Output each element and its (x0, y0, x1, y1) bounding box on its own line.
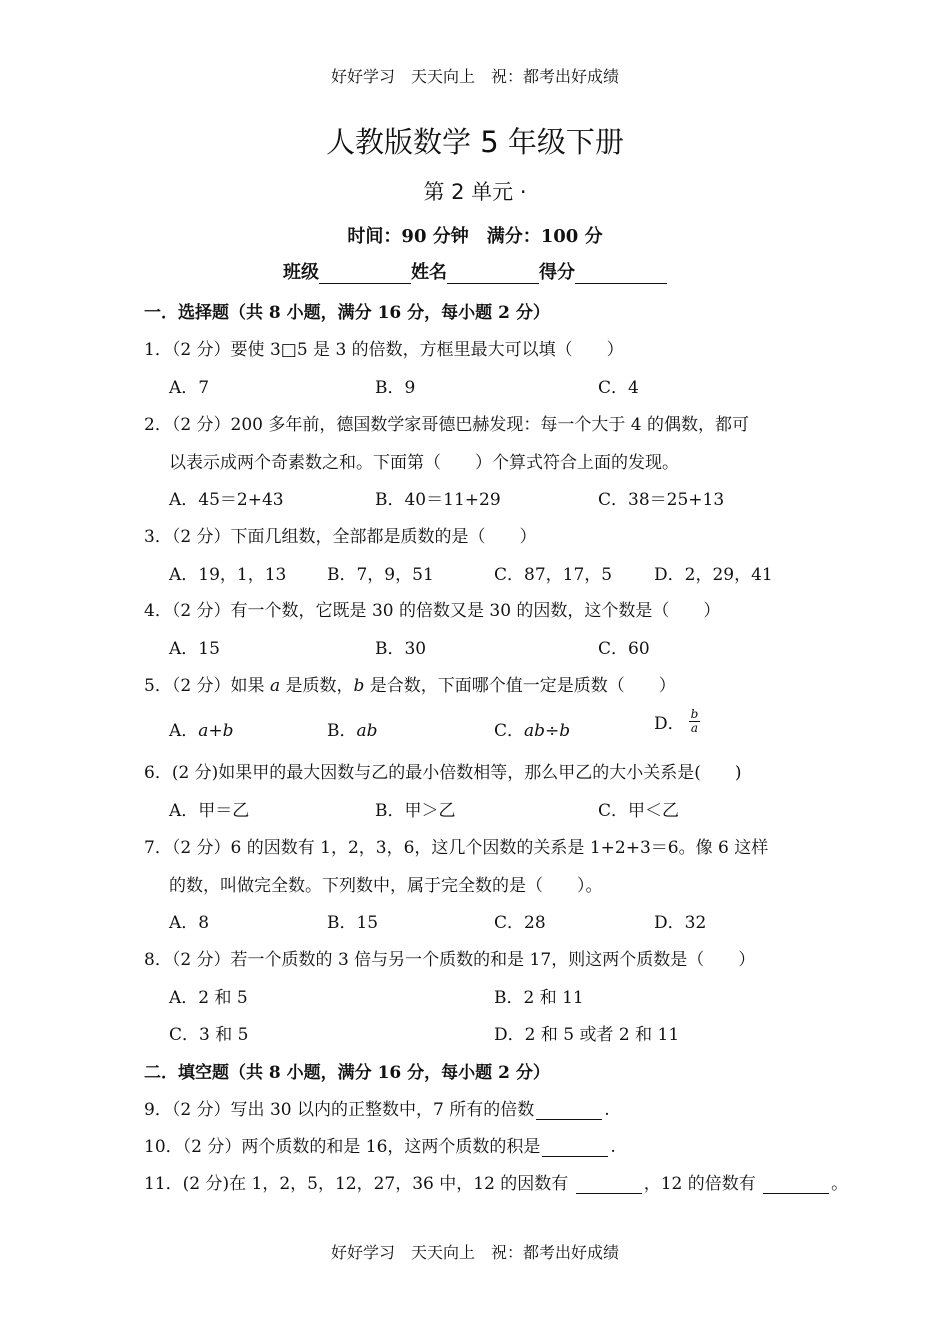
header-motto: 好好学习 天天向上 祝：都考出好成绩 (330, 67, 619, 86)
question-8-option-b: B．2 和 11 (494, 988, 584, 1008)
name-blank[interactable] (447, 263, 539, 284)
question-10-answer-blank[interactable] (542, 1138, 608, 1157)
question-3-option-a: A．19，1，13 (169, 565, 287, 585)
class-label: 班级 (283, 262, 319, 283)
question-7-option-d: D．32 (654, 913, 707, 933)
question-4-option-a: A．15 (169, 639, 220, 659)
question-2-stem-line1: 2．（2 分）200 多年前，德国数学家哥德巴赫发现：每一个大于 4 的偶数，都可 (144, 415, 750, 435)
question-2-option-c: C．38＝25+13 (598, 490, 725, 510)
question-4-stem: 4．（2 分）有一个数，它既是 30 的倍数又是 30 的因数，这个数是（ ） (144, 601, 721, 621)
question-3-option-d: D．2，29，41 (654, 565, 773, 585)
question-11: 11．(2 分)在 1，2，5，12，27，36 中，12 的因数有 ，12 的倍数有 。 (144, 1174, 849, 1194)
question-3-option-c: C．87，17，5 (494, 565, 613, 585)
score-blank[interactable] (575, 263, 667, 284)
page-title: 人教版数学 5 年级下册 (326, 125, 624, 159)
question-7-stem-line2: 的数，叫做完全数。下列数中，属于完全数的是（ ）。 (169, 876, 603, 896)
question-1-option-b: B．9 (375, 378, 416, 398)
question-1-stem: 1．（2 分）要使 3□5 是 3 的倍数，方框里最大可以填（ ） (144, 340, 624, 360)
question-5-option-c: C．ab÷b (494, 721, 571, 741)
question-4-option-c: C．60 (598, 639, 650, 659)
question-9-answer-blank[interactable] (536, 1101, 602, 1120)
score-label: 得分 (539, 262, 575, 283)
question-7-option-a: A．8 (169, 913, 210, 933)
question-11-answer-blank-1[interactable] (576, 1175, 642, 1194)
question-1-option-c: C．4 (598, 378, 639, 398)
question-2-option-b: B．40＝11+29 (375, 490, 501, 510)
question-9: 9．（2 分）写出 30 以内的正整数中，7 所有的倍数 . (144, 1100, 610, 1120)
question-5-option-b: B．ab (327, 721, 378, 741)
footer-motto: 好好学习 天天向上 祝：都考出好成绩 (330, 1243, 619, 1262)
class-blank[interactable] (319, 263, 411, 284)
question-2-stem-line2: 以表示成两个奇素数之和。下面第（ ）个算式符合上面的发现。 (169, 453, 679, 473)
question-5-option-d: D． $\frac{b}{a}$ (654, 707, 699, 735)
question-3-option-b: B．7，9，51 (327, 565, 434, 585)
time-score-line: 时间：90 分钟 满分：100 分 (347, 226, 603, 247)
question-5-stem: 5．（2 分）如果 a 是质数，b 是合数，下面哪个值一定是质数（ ） (144, 676, 676, 696)
section-heading-choice: 一．选择题（共 8 小题，满分 16 分，每小题 2 分） (144, 303, 550, 323)
question-6-option-b: B．甲＞乙 (375, 801, 456, 821)
question-8-option-d: D．2 和 5 或者 2 和 11 (494, 1025, 680, 1045)
question-6-stem: 6．(2 分)如果甲的最大因数与乙的最小倍数相等，那么甲乙的大小关系是( ) (144, 763, 742, 783)
question-6-option-c: C．甲＜乙 (598, 801, 680, 821)
question-8-option-a: A．2 和 5 (169, 988, 248, 1008)
question-1-option-a: A．7 (169, 378, 210, 398)
student-info-line (0, 258, 950, 284)
question-8-option-c: C．3 和 5 (169, 1025, 249, 1045)
question-5-option-a: A．a+b (169, 721, 234, 741)
question-7-option-c: C．28 (494, 913, 546, 933)
question-7-option-b: B．15 (327, 913, 379, 933)
question-7-stem-line1: 7．（2 分）6 的因数有 1，2，3，6，这几个因数的关系是 1+2+3＝6。像 6 这样 (144, 838, 769, 858)
section-heading-fill-in: 二．填空题（共 8 小题，满分 16 分，每小题 2 分） (144, 1063, 550, 1083)
question-3-stem: 3．（2 分）下面几组数，全部都是质数的是（ ） (144, 527, 537, 547)
question-4-option-b: B．30 (375, 639, 427, 659)
question-10: 10．（2 分）两个质数的和是 16，这两个质数的积是 . (144, 1137, 616, 1157)
unit-subtitle: 第 2 单元 · (423, 180, 527, 204)
fraction-b-over-a: $\frac{b}{a}$ (690, 707, 699, 735)
question-11-answer-blank-2[interactable] (763, 1175, 829, 1194)
question-6-option-a: A．甲＝乙 (169, 801, 250, 821)
question-8-stem: 8．（2 分）若一个质数的 3 倍与另一个质数的和是 17，则这两个质数是（ ） (144, 950, 756, 970)
question-2-option-a: A．45＝2+43 (169, 490, 284, 510)
name-label: 姓名 (411, 262, 447, 283)
